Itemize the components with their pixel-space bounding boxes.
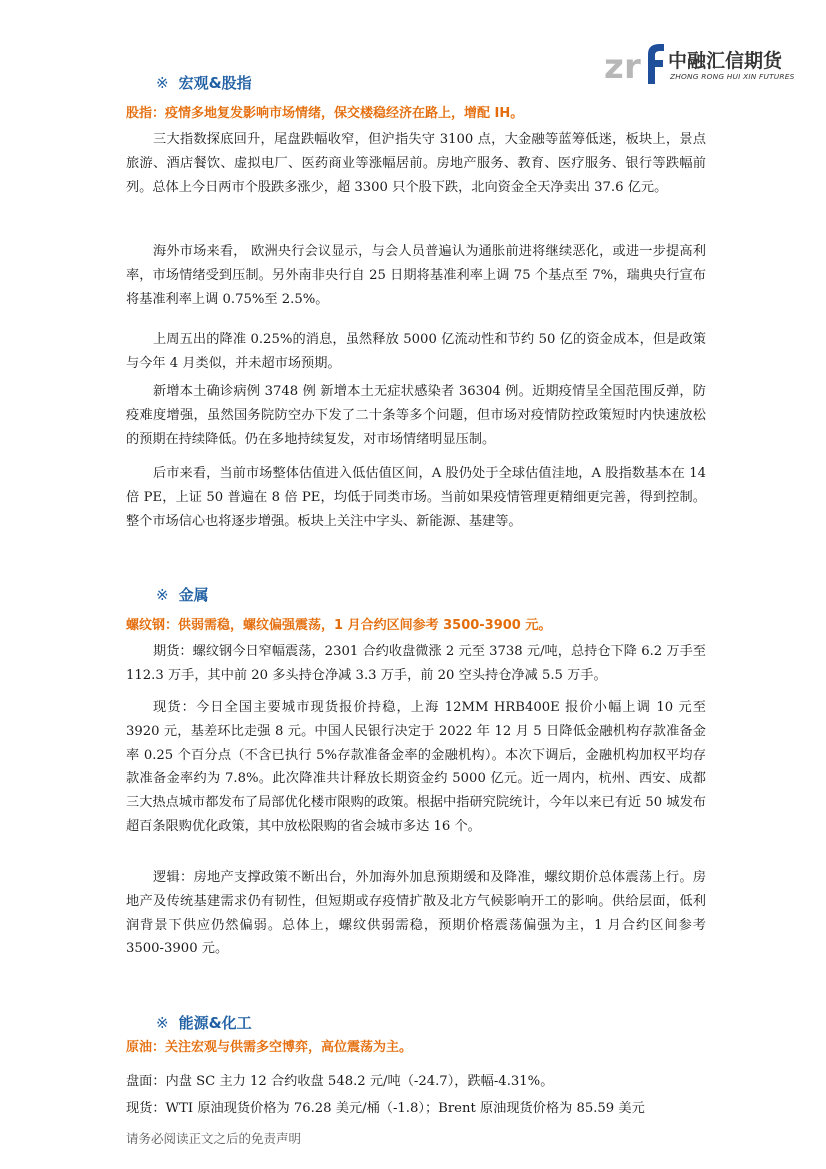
paragraph: 新增本土确诊病例 3748 例 新增本土无症状感染者 36304 例。近期疫情呈全国范围反弹，防疫难度增强，虽然国务院防空办下发了二十条等多个问题，但市场对疫情防控政策短时内快速放松的预期在持续降低。仍在多地持续复发，对市场情绪明显压制。	[126, 384, 706, 447]
section-title-metals	[156, 584, 209, 605]
paragraph: 现货：今日全国主要城市现货报价持稳，上海 12MM HRB400E 报价小幅上调 10 元至 3920 元，基差环比走强 8 元。中国人民银行决定于 2022 年 12 月 5 日降低金融机构存款准备金率 0.25 个百分点（不含已执行 5%存款准备金率的金融机构）。本次下调后，金融机构加权平均存款准备金率约为 7.8%。此次降准共计释放长期资金约 5000 亿元。近一周内，杭州、西安、成都三大热点城市都发布了局部优化楼市限购的政策。根据中指研究院统计，今年以来已有近 50 城发布超百条限购优化政策，其中放松限购的省会城市多达 16 个。	[126, 700, 706, 834]
section-title-energy	[156, 1012, 252, 1033]
paragraph: 期货：螺纹钢今日窄幅震荡，2301 合约收盘微涨 2 元至 3738 元/吨，总持仓下降 6.2 万手至 112.3 万手，其中前 20 多头持仓净减 3.3 万手，前 20 空头持仓净减 5.5 万手。	[126, 644, 706, 683]
svg-text:r: r	[624, 47, 641, 86]
logo-chinese-name: 中融汇信期货	[668, 50, 783, 72]
zrf-logo-icon	[604, 40, 668, 86]
paragraph: 三大指数探底回升，尾盘跌幅收窄，但沪指失守 3100 点，大金融等蓝筹低迷，板块上，景点旅游、酒店餐饮、虚拟电厂、医药商业等涨幅居前。房地产服务、教育、医疗服务、银行等跌幅前列。总体上今日两市个股跌多涨少，超 3300 只个股下跌，北向资金全天净卖出 37.6 亿元。	[126, 132, 706, 195]
paragraph: 盘面：内盘 SC 主力 12 合约收盘 548.2 元/吨（-24.7），跌幅-4.31%。	[126, 1074, 554, 1089]
paragraph: 海外市场来看， 欧洲央行会议显示，与会人员普遍认为通胀前进将继续恶化，或进一步提高利率，市场情绪受到压制。另外南非央行自 25 日期将基准利率上调 75 个基点至 7%，瑞典央行宣布将基准利率上调 0.75%至 2.5%。	[126, 244, 706, 307]
paragraph: 上周五出的降准 0.25%的消息，虽然释放 5000 亿流动性和节约 50 亿的资金成本，但是政策与今年 4 月类似，并未超市场预期。	[126, 332, 706, 371]
reference-mark-icon: ※	[156, 74, 169, 92]
subtitle-crude-oil: 原油：关注宏观与供需多空博弈，高位震荡为主。	[126, 1040, 413, 1055]
section-title-text: 能源&化工	[178, 1014, 252, 1032]
reference-mark-icon: ※	[156, 586, 169, 604]
section-title-macro	[156, 72, 252, 93]
paragraph: 现货：WTI 原油现货价格为 76.28 美元/桶（-1.8）；Brent 原油现货价格为 85.59 美元	[126, 1101, 645, 1116]
paragraph: 后市来看，当前市场整体估值进入低估值区间，A 股仍处于全球估值洼地，A 股指数基本在 14 倍 PE，上证 50 普遍在 8 倍 PE，均低于同类市场。当前如果疫情管理更精细更完善，得到控制。整个市场信心也将逐步增强。板块上关注中字头、新能源、基建等。	[126, 466, 706, 529]
reference-mark-icon: ※	[156, 1014, 169, 1032]
company-logo	[604, 40, 804, 90]
subtitle-index: 股指：疫情多地复发影响市场情绪，保交楼稳经济在路上，增配 IH。	[126, 106, 524, 121]
svg-text:z: z	[604, 47, 624, 86]
disclaimer-footer: 请务必阅读正文之后的免责声明	[126, 1131, 302, 1146]
paragraph: 逻辑：房地产支撑政策不断出台，外加海外加息预期缓和及降准，螺纹期价总体震荡上行。房地产及传统基建需求仍有韧性，但短期或存疫情扩散及北方气候影响开工的影响。供给层面，低利润背景下供应仍然偏弱。总体上，螺纹供弱需稳，预期价格震荡偏强为主，1 月合约区间参考 3500-3900 元。	[126, 870, 706, 957]
subtitle-rebar: 螺纹钢：供弱需稳，螺纹偏强震荡，1 月合约区间参考 3500-3900 元。	[126, 618, 552, 633]
section-title-text: 金属	[178, 586, 209, 604]
section-title-text: 宏观&股指	[178, 74, 252, 92]
logo-english-name: ZHONG RONG HUI XIN FUTURES	[670, 72, 795, 81]
